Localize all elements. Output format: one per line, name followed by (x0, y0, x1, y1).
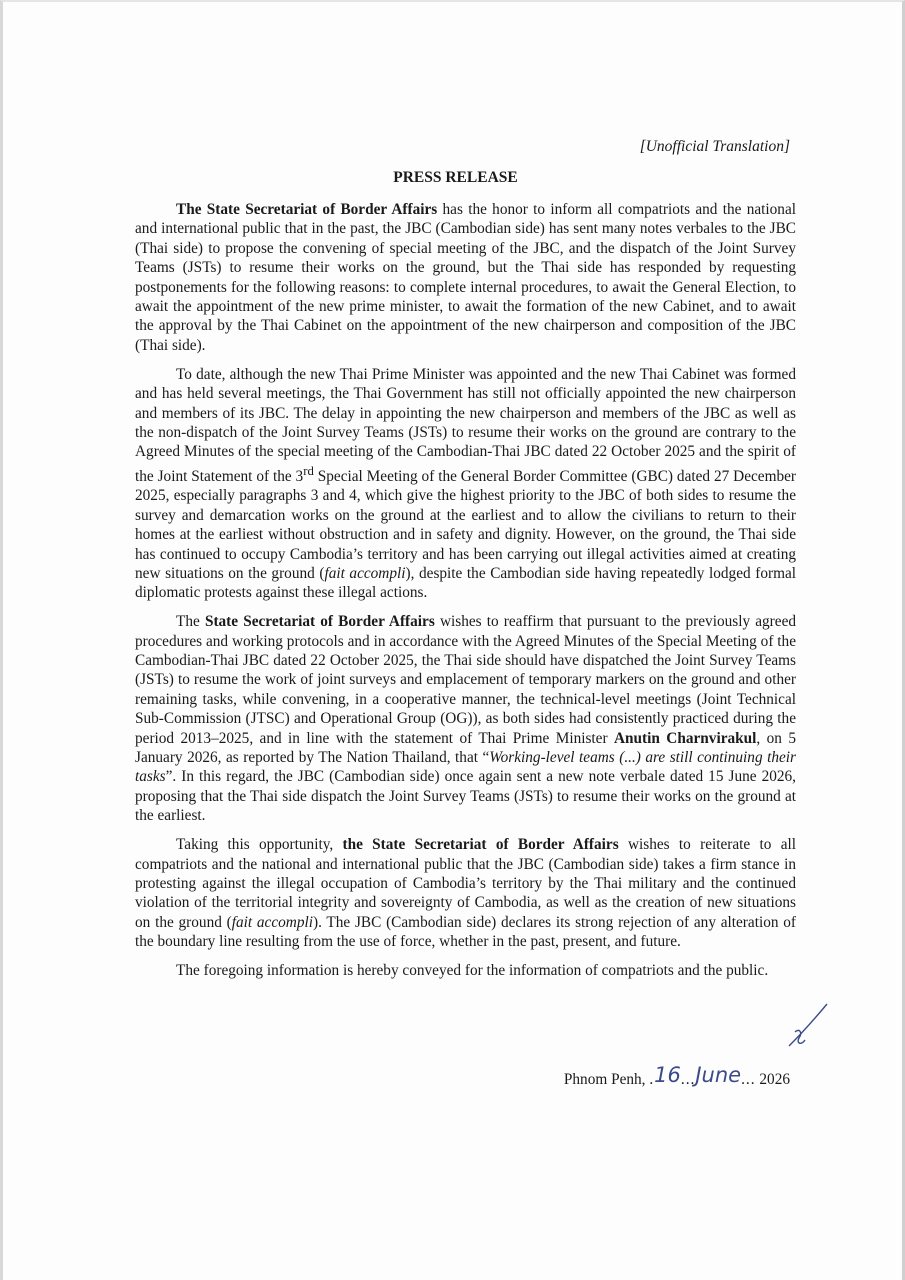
paragraph-text: wishes to reiterate to all compatriots and the national and international public that the JBC (Cambodian side) takes a firm stance in protesting against the illegal occupation of Cambodia’s territory by the Thai military and the continued violation of the territorial integrity and sovereignty of Cambodia, as well as the creation of new situations on the ground ( (135, 836, 796, 931)
paragraph-text: The (176, 613, 205, 631)
year: 2026 (755, 1071, 790, 1088)
italic-phrase: fait accompli (324, 564, 406, 582)
paragraph-5: The foregoing information is hereby conveyed for the information of compatriots and the public. (176, 962, 769, 980)
dotted-line: . (649, 1071, 655, 1088)
bold-name: Anutin Charnvirakul (613, 729, 757, 747)
italic-phrase: fait accompli (231, 913, 313, 931)
bold-phrase: State Secretariat of Border Affairs (204, 613, 435, 631)
paragraph-text: ”. In this regard, the JBC (Cambodian side) once again sent a new note verbale dated 15 June 2026, proposing that the Thai side dispatch the Joint Survey Teams (JSTs) to resume their works on the ground at the earliest. (135, 768, 796, 825)
paragraph-text: has the honor to inform all compatriots and the national and international public that in the past, the JBC (Cambodian side) has sent many notes verbales to the JBC (Thai side) to propose the convening of special meeting of the JBC, and the dispatch of the Joint Survey Teams (JSTs) to resume their works on the ground, but the Thai side has responded by requesting postponements for the following reasons: to complete internal procedures, to await the General Election, to await the appointment of the new prime minister, to await the formation of the new Cabinet, and to await the approval by the Thai Cabinet on the appointment of the new chairperson and composition of the JBC (Thai side). (135, 201, 796, 354)
handwritten-day: 16 (654, 1063, 681, 1087)
paragraph-text: wishes to reaffirm that pursuant to the previously agreed procedures and working protocols and in accordance with the Agreed Minutes of the Special Meeting of the Cambodian-Thai JBC dated 22 October 2025, the Thai side should have dispatched the Joint Survey Teams (JSTs) to resume the work of joint surveys and emplacement of temporary markers on the ground and other remaining tasks, while convening, in a cooperative manner, the technical-level meetings (Joint Technical Sub-Commission (JTSC) and Operational Group (OG)), as both sides had consistently practiced during the period 2013–2025, and in line with the statement of Thai Prime Minister (135, 613, 797, 747)
paragraph-2 (135, 365, 796, 603)
paragraph-text: To date, although the new Thai Prime Minister was appointed and the new Thai Cabinet was formed and has held several meetings, the Thai Government has still not officially appointed the new chairperson and members of its JBC. The delay in appointing the new chairperson and members of the JBC as well as the non-dispatch of the Joint Survey Teams (JSTs) to resume their works on the ground are contrary to the Agreed Minutes of the special meeting of the Cambodian-Thai JBC dated 22 October 2025 and the spirit of the Joint Statement of the 3 (135, 365, 796, 485)
dotted-line: ... (680, 1071, 696, 1088)
paragraph-text: ). The JBC (Cambodian side) declares its strong rejection of any alteration of the boundary line resulting from the use of force, whether in the past, present, and future. (135, 913, 797, 951)
paragraph-text: Taking this opportunity, (176, 836, 343, 854)
bold-lead: The State Secretariat of Border Affairs (176, 201, 438, 218)
bold-phrase: the State Secretariat of Border Affairs (342, 836, 619, 854)
paragraph-text: Special Meeting of the General Border Committee (GBC) dated 27 December 2025, especially paragraphs 3 and 4, which give the highest priority to the JBC of both sides to resume the survey and demarcation works on the ground at the earliest and to allow the civilians to return to their homes at the earliest without obstruction and in safety and dignity. However, on the ground, the Thai side has continued to occupy Cambodia’s territory and has been carrying out illegal activities aimed at creating new situations on the ground ( (135, 467, 796, 582)
page-title: PRESS RELEASE (393, 169, 518, 186)
document-body (135, 200, 796, 990)
handwritten-initial-mark (781, 1002, 831, 1050)
translation-note: [Unofficial Translation] (639, 138, 790, 155)
paragraph-4 (135, 835, 796, 951)
ordinal-superscript: rd (303, 463, 314, 478)
paragraph-1 (135, 200, 796, 355)
dotted-line: ... (741, 1071, 756, 1088)
italic-quote: Working-level teams (...) are still continuing their tasks (135, 749, 796, 786)
place-label: Phnom Penh, (563, 1071, 650, 1088)
paragraph-text: ), despite the Cambodian side having repeatedly lodged formal diplomatic protests against these illegal actions. (135, 564, 797, 602)
handwritten-month: June (695, 1063, 742, 1087)
date-signoff (564, 1065, 790, 1089)
paragraph-text: , on 5 January 2026, as reported by The Nation Thailand, that “ (135, 729, 796, 767)
paragraph-3 (135, 612, 796, 825)
